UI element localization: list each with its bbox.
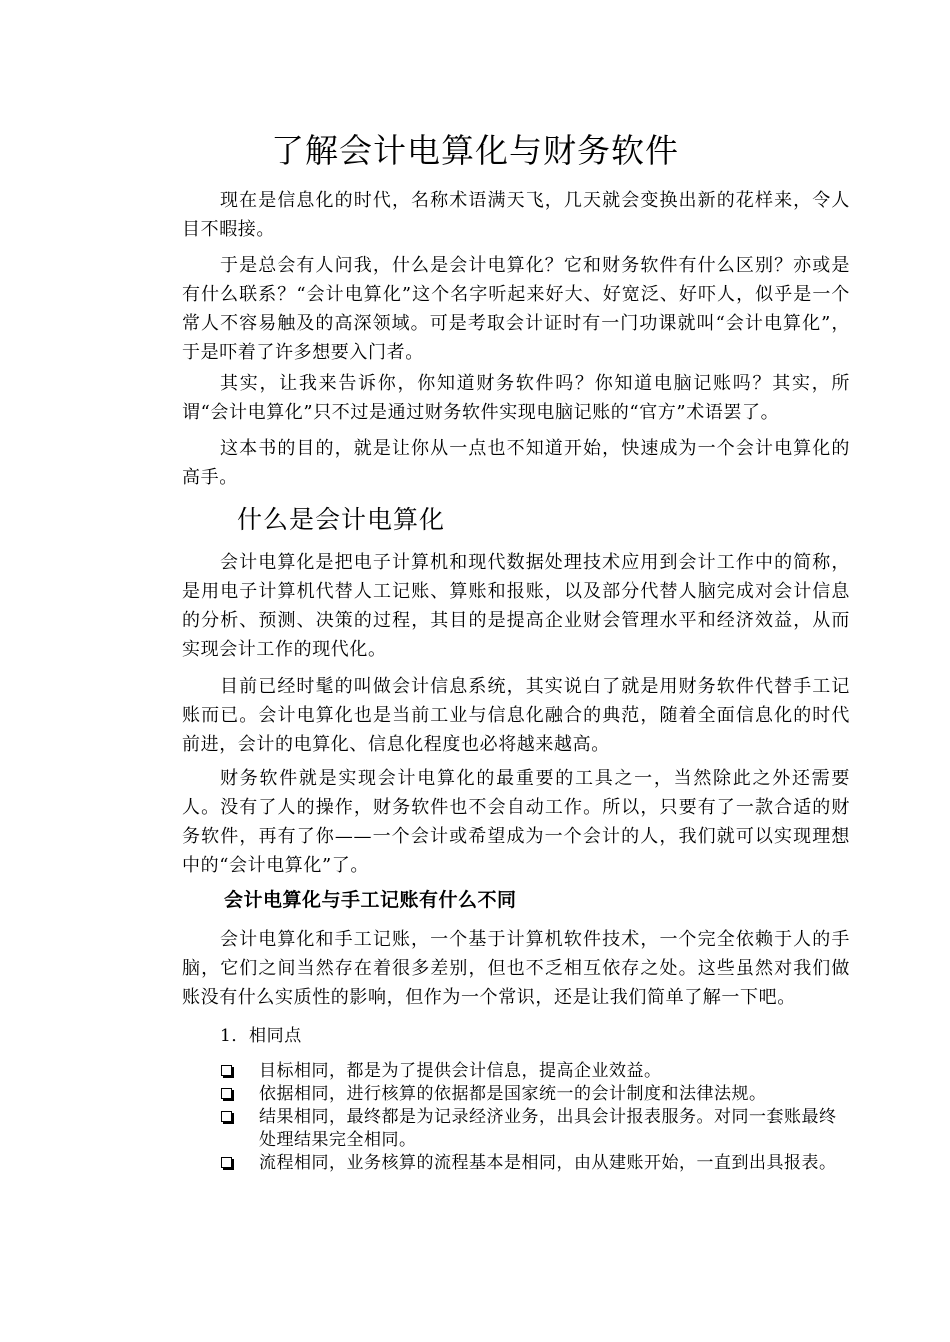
page-title: 了解会计电算化与财务软件: [271, 131, 679, 170]
intro-paragraph-1: 现在是信息化的时代，名称术语满天飞，几天就会变换出新的花样来，令人目不暇接。: [182, 190, 850, 240]
list-item-text: 流程相同，业务核算的流程基本是相同，由从建账开始，一直到出具报表。: [259, 1153, 837, 1173]
list-item-text: 目标相同，都是为了提供会计信息，提高企业效益。: [259, 1061, 662, 1081]
numbered-heading-similarities: 1．相同点: [220, 1026, 302, 1046]
list-item: [218, 1060, 838, 1083]
section1-paragraph-1: 会计电算化是把电子计算机和现代数据处理技术应用到会计工作中的简称，是用电子计算机代替人工记账、算账和报账，以及部分代替人脑完成对会计信息的分析、预测、决策的过程，其目的是提高企业财会管理水平和经济效益，从而实现会计工作的现代化。: [182, 552, 850, 660]
section-heading-what-is: 什么是会计电算化: [237, 505, 446, 534]
list-item: [218, 1152, 838, 1175]
similarities-list: [218, 1060, 838, 1175]
section-heading-differences: 会计电算化与手工记账有什么不同: [224, 889, 517, 911]
checkbox-bullet-icon: [221, 1111, 232, 1122]
intro-paragraph-3: 其实，让我来告诉你，你知道财务软件吗？你知道电脑记账吗？其实，所谓“会计电算化”只不过是通过财务软件实现电脑记账的“官方”术语罢了。: [182, 373, 850, 423]
section2-paragraph: 会计电算化和手工记账，一个基于计算机软件技术，一个完全依赖于人的手脑，它们之间当然存在着很多差别，但也不乏相互依存之处。这些虽然对我们做账没有什么实质性的影响，但作为一个常识，还是让我们简单了解一下吧。: [182, 929, 850, 1008]
intro-paragraph-2: 于是总会有人问我，什么是会计电算化？它和财务软件有什么区别？亦或是有什么联系？“会计电算化”这个名字听起来好大、好宽泛、好吓人，似乎是一个常人不容易触及的高深领域。可是考取会计证时有一门功课就叫“会计电算化”，于是吓着了许多想要入门者。: [182, 255, 850, 363]
list-item-text: 结果相同，最终都是为记录经济业务，出具会计报表服务。对同一套账最终处理结果完全相同。: [259, 1107, 837, 1150]
list-item: [218, 1083, 838, 1106]
list-item: [218, 1106, 838, 1152]
checkbox-bullet-icon: [221, 1088, 232, 1099]
intro-paragraph-4: 这本书的目的，就是让你从一点也不知道开始，快速成为一个会计电算化的高手。: [182, 438, 850, 488]
section1-paragraph-3: 财务软件就是实现会计电算化的最重要的工具之一，当然除此之外还需要人。没有了人的操作，财务软件也不会自动工作。所以，只要有了一款合适的财务软件，再有了你——一个会计或希望成为一个会计的人，我们就可以实现理想中的“会计电算化”了。: [182, 768, 850, 876]
list-item-text: 依据相同，进行核算的依据都是国家统一的会计制度和法律法规。: [259, 1084, 767, 1104]
section1-paragraph-2: 目前已经时髦的叫做会计信息系统，其实说白了就是用财务软件代替手工记账而已。会计电算化也是当前工业与信息化融合的典范，随着全面信息化的时代前进，会计的电算化、信息化程度也必将越来越高。: [182, 676, 850, 755]
checkbox-bullet-icon: [221, 1065, 232, 1076]
checkbox-bullet-icon: [221, 1157, 232, 1168]
